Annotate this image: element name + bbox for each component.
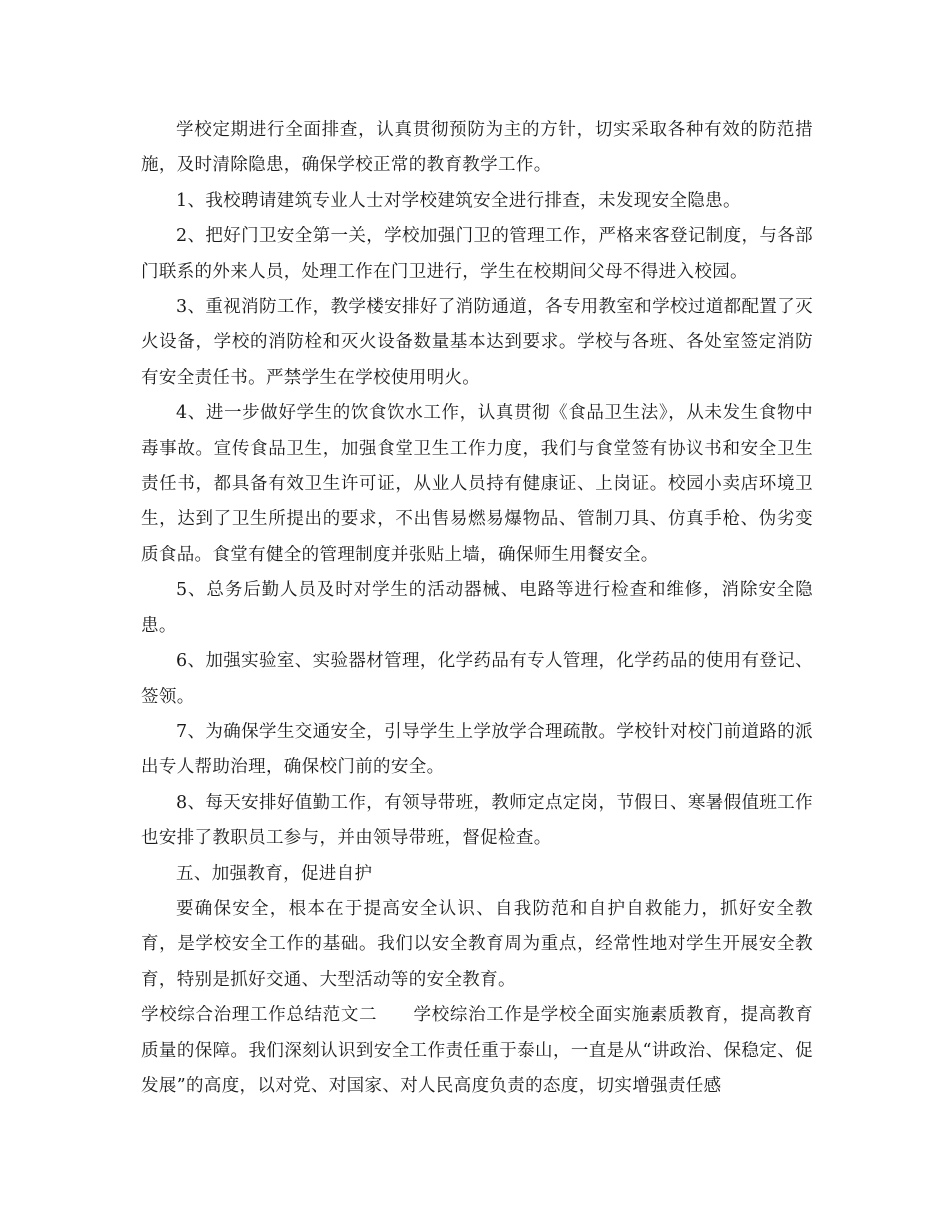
section-body: 学校综治工作是学校全面实施素质教育，提高教育质量的保障。我们深刻认识到安全工作责任重于泰山，一直是从“讲政治、保稳定、促发展”的高度，以对党、对国家、对人民高度负责的态度，切实增强责任感 [141,1005,813,1096]
section-heading-five: 五、加强教育，促进自护 [176,863,373,884]
paragraph-intro: 学校定期进行全面排查，认真贯彻预防为主的方针，切实采取各种有效的防范措施，及时清除隐患，确保学校正常的教育教学工作。 [141,120,813,176]
paragraph-item-2: 2、把好门卫安全第一关，学校加强门卫的管理工作，严格来客登记制度，与各部门联系的外来人员，处理工作在门卫进行，学生在校期间父母不得进入校园。 [141,226,813,282]
document-body [141,113,813,1104]
section-title: 学校综合治理工作总结范文二 [141,1005,378,1026]
paragraph-item-6: 6、加强实验室、实验器材管理，化学药品有专人管理，化学药品的使用有登记、签领。 [141,651,813,707]
paragraph-sample-two [141,998,813,1104]
paragraph-item-1: 1、我校聘请建筑专业人士对学校建筑安全进行排查，未发现安全隐患。 [176,190,741,211]
paragraph-item-4: 4、进一步做好学生的饮食饮水工作，认真贯彻《食品卫生法》，从未发生食物中毒事故。宣传食品卫生，加强食堂卫生工作力度，我们与食堂签有协议书和安全卫生责任书，都具备有效卫生许可证，从业人员持有健康证、上岗证。校园小卖店环境卫生，达到了卫生所提出的要求，不出售易燃易爆物品、管制刀具、仿真手枪、伪劣变质食品。食堂有健全的管理制度并张贴上墙，确保师生用餐安全。 [141,403,813,565]
paragraph-item-5: 5、总务后勤人员及时对学生的活动器械、电路等进行检查和维修，消除安全隐患。 [141,580,813,636]
paragraph-item-8: 8、每天安排好值勤工作，有领导带班，教师定点定岗，节假日、寒暑假值班工作也安排了教职员工参与，并由领导带班，督促检查。 [141,792,813,849]
paragraph-item-3: 3、重视消防工作，教学楼安排好了消防通道，各专用教室和学校过道都配置了灭火设备，学校的消防栓和灭火设备数量基本达到要求。学校与各班、各处室签定消防有安全责任书。严禁学生在学校使用明火。 [141,297,813,388]
paragraph-item-7: 7、为确保学生交通安全，引导学生上学放学合理疏散。学校针对校门前道路的派出专人帮助治理，确保校门前的安全。 [141,721,813,778]
paragraph-education: 要确保安全，根本在于提高安全认识、自我防范和自护自救能力，抓好安全教育，是学校安全工作的基础。我们以安全教育周为重点，经常性地对学生开展安全教育，特别是抓好交通、大型活动等的安全教育。 [141,898,813,990]
